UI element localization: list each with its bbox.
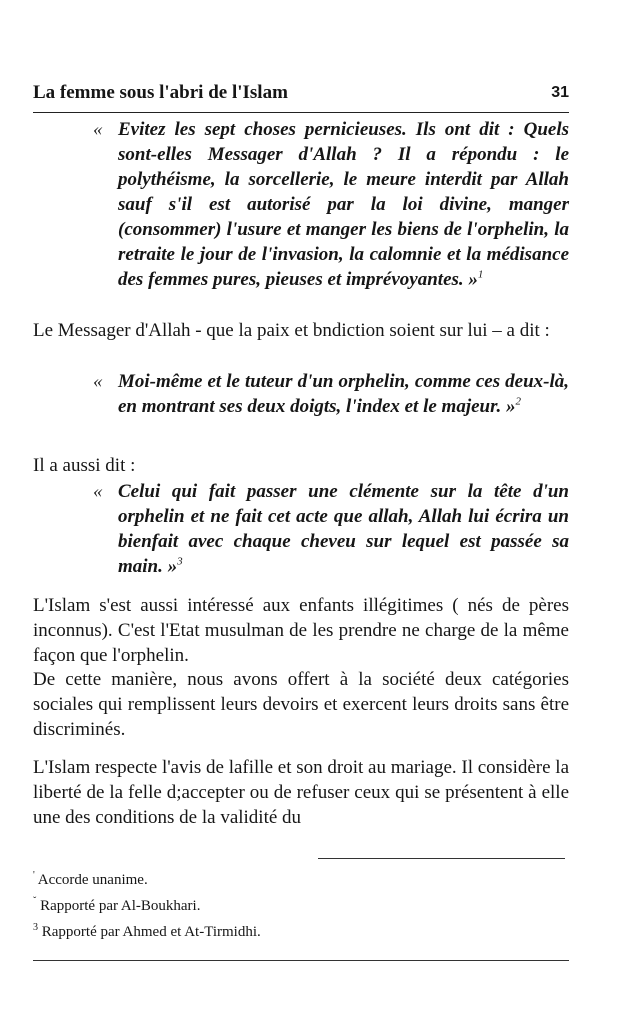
paragraph: L'Islam respecte l'avis de lafille et son droit au mariage. Il considère la liberté de la felle d;accepter ou de refuser ceux qui se présentent à elle une des conditions de la validité du (33, 757, 569, 828)
footnote-ref: 1 (477, 268, 484, 281)
footnote-mark: 3 (33, 922, 38, 933)
quote-text: Moi-même et le tuteur d'un orphelin, comme ces deux-là, en montrant ses deux doigts, l'index et le majeur. » (118, 371, 569, 417)
footnote-text: Accorde unanime. (37, 872, 148, 888)
footnote-ref: 2 (515, 395, 521, 408)
footnote-text: Rapporté par Ahmed et At-Tirmidhi. (41, 924, 261, 940)
hadith-quote-1 (93, 117, 569, 292)
footnote-mark: ˇ (33, 896, 37, 907)
hadith-quote-3 (93, 479, 569, 579)
quote-open-mark: « (93, 371, 103, 392)
paragraph: Il a aussi dit : (33, 455, 136, 476)
footnotes (33, 867, 569, 945)
paragraph: De cette manière, nous avons offert à la société deux catégories sociales qui remplissent leurs devoirs et exercent leurs droits sans être discriminés. (33, 669, 569, 740)
quote-open-mark: « (93, 481, 103, 502)
footnote-mark: ' (33, 870, 35, 881)
paragraph: Le Messager d'Allah - que la paix et bndiction soient sur lui – a dit : (33, 320, 550, 341)
quote-text: Evitez les sept choses pernicieuses. Ils ont dit : Quels sont-elles Messager d'Allah ? Il a répondu : le polythéisme, la sorcellerie, le meure interdit par Allah sauf s'il est autorisé par la loi divine, manger (consommer) l'usure et manger les biens de l'orphelin, la retraite le jour de l'invasion, la calomnie et la médisance des femmes pures, pieuses et imprévoyantes. » (118, 119, 569, 290)
footnote-separator (318, 858, 565, 859)
quote-open-mark: « (93, 119, 103, 140)
page-number: 31 (551, 84, 569, 101)
running-head (33, 82, 569, 108)
footnote (33, 893, 569, 919)
quote-text: Celui qui fait passer une clémente sur la tête d'un orphelin et ne fait cet acte que allah, Allah lui écrira un bienfait avec chaque cheveu sur lequel est passée sa main. » (118, 481, 569, 577)
footnote (33, 919, 569, 945)
footnote-ref: 3 (177, 555, 183, 568)
running-head-title: La femme sous l'abri de l'Islam (33, 82, 288, 103)
paragraph: L'Islam s'est aussi intéressé aux enfants illégitimes ( nés de pères inconnus). C'est l'Etat musulman de les prendre ne charge de la même façon que l'orphelin. (33, 595, 569, 666)
hadith-quote-2 (93, 369, 569, 419)
footnote-text: Rapporté par Al-Boukhari. (40, 898, 201, 914)
bottom-rule (33, 960, 569, 961)
footnote (33, 867, 569, 893)
header-rule (33, 112, 569, 113)
